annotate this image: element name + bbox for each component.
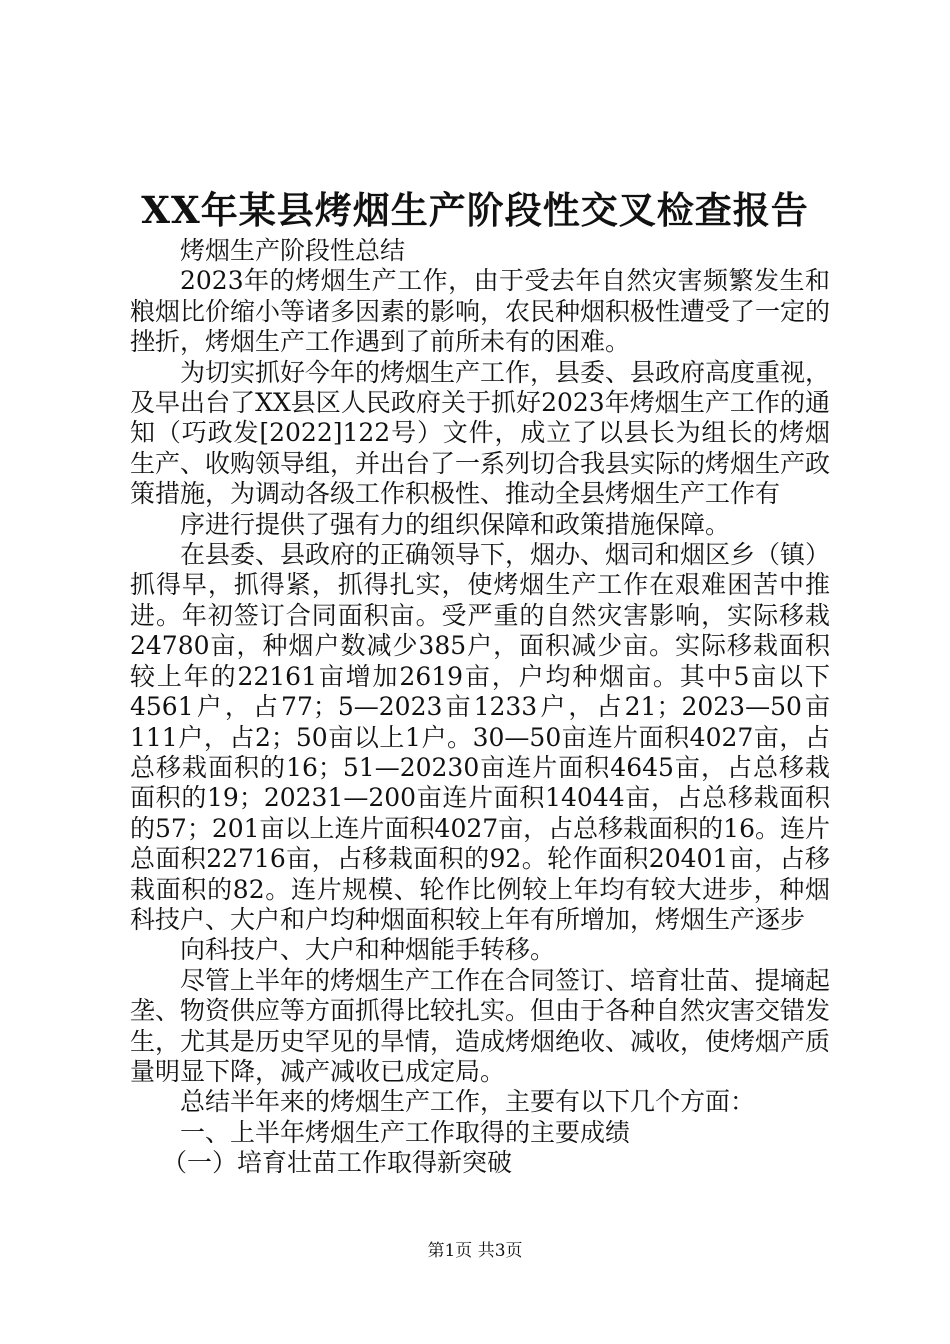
subsection-heading: （一）培育壮苗工作取得新突破 — [162, 1148, 513, 1178]
paragraph: 序进行提供了强有力的组织保障和政策措施保障。 — [180, 509, 731, 539]
section-subtitle: 烤烟生产阶段性总结 — [180, 236, 406, 265]
section-heading: 一、上半年烤烟生产工作取得的主要成绩 — [180, 1117, 631, 1147]
paragraph: 在县委、县政府的正确领导下，烟办、烟司和烟区乡（镇）抓得早，抓得紧，抓得扎实，使烤烟生产工作在艰难困苦中推进。年初签订合同面积亩。受严重的自然灾害影响，实际移栽24780亩，种烟户数减少385户，面积减少亩。实际移栽面积较上年的22161亩增加2619亩，户均种烟亩。其中5亩以下4561户，占77；5—2023亩1233户，占21；2023—50亩111户，占2；50亩以上1户。30—50亩连片面积4027亩，占总移栽面积的16；51—20230亩连片面积4645亩，占总移栽面积的19；20231—200亩连片面积14044亩，占总移栽面积的57；201亩以上连片面积4027亩，占总移栽面积的16。连片总面积22716亩，占移栽面积的92。轮作面积20401亩，占移栽面积的82。连片规模、轮作比例较上年均有较大进步，种烟科技户、大户和户均种烟面积较上年有所增加，烤烟生产逐步 — [130, 540, 831, 934]
paragraph: 尽管上半年的烤烟生产工作在合同签订、培育壮苗、提墒起垄、物资供应等方面抓得比较扎实。但由于各种自然灾害交错发生，尤其是历史罕见的旱情，造成烤烟绝收、减收，使烤烟产质量明显下降，减产减收已成定局。 — [130, 965, 831, 1086]
document-title: XX年某县烤烟生产阶段性交叉检查报告 — [141, 188, 809, 232]
paragraph: 总结半年来的烤烟生产工作，主要有以下几个方面： — [180, 1087, 756, 1117]
paragraph: 为切实抓好今年的烤烟生产工作，县委、县政府高度重视，及早出台了XX县区人民政府关于抓好2023年烤烟生产工作的通知（巧政发[2022]122号）文件，成立了以县长为组长的烤烟生产、收购领导组，并出台了一系列切合我县实际的烤烟生产政策措施，为调动各级工作积极性、推动全县烤烟生产工作有 — [130, 357, 831, 509]
document-body — [130, 236, 830, 1179]
paragraph: 向科技户、大户和种烟能手转移。 — [180, 935, 556, 965]
page-number: 第1页 共3页 — [427, 1241, 523, 1261]
paragraph: 2023年的烤烟生产工作，由于受去年自然灾害频繁发生和粮烟比价缩小等诸多因素的影响，农民种烟积极性遭受了一定的挫折，烤烟生产工作遇到了前所未有的困难。 — [130, 266, 831, 357]
